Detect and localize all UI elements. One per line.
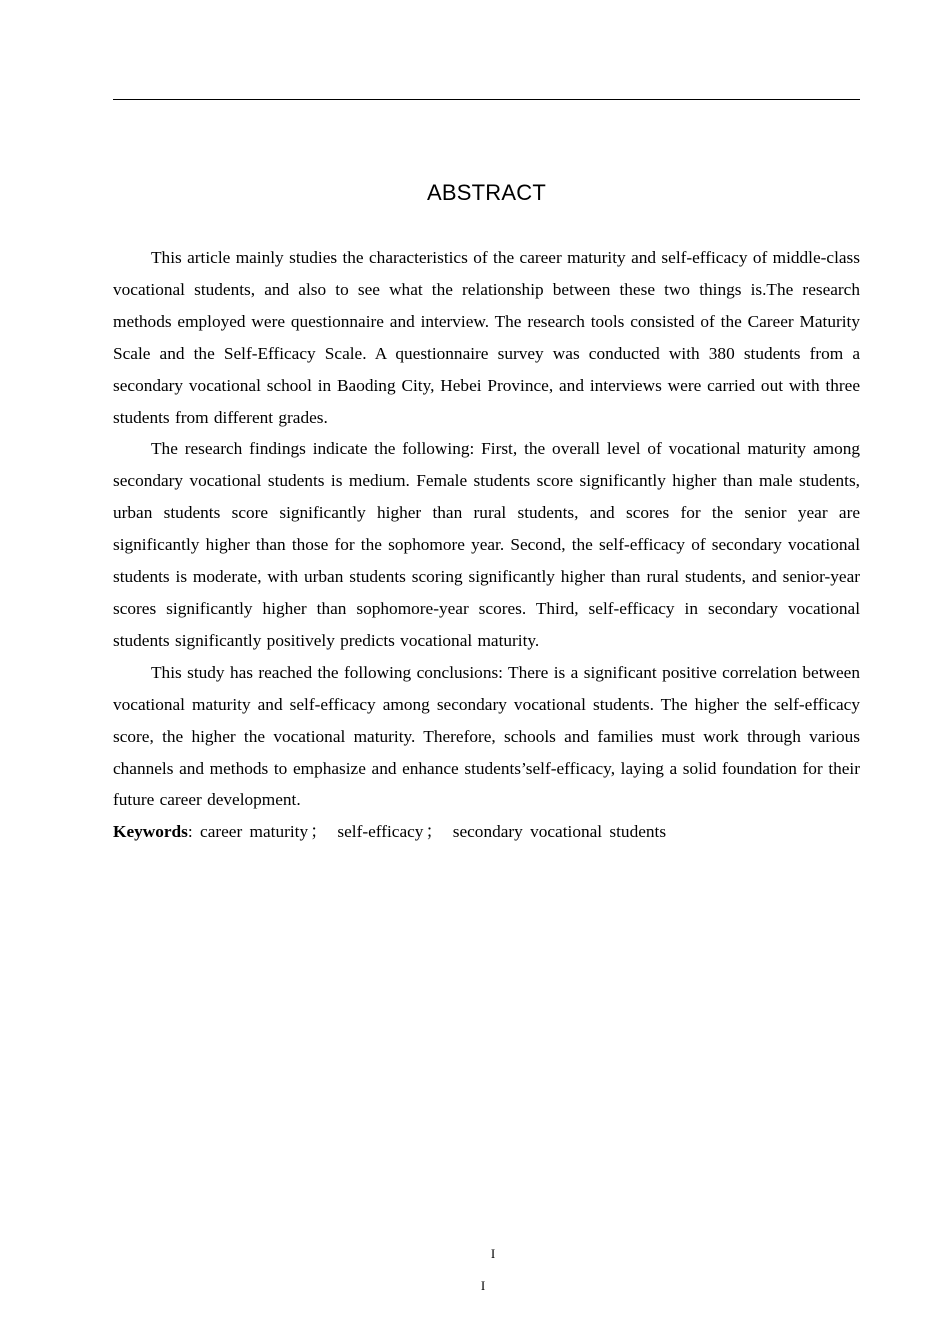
abstract-paragraph-3: This study has reached the following conclusions: There is a significant positive correlation between vocational maturity and self-efficacy among secondary vocational students. The higher the self-efficacy score, the higher the vocational maturity. Therefore, schools and families must work through various channels and methods to emphasize and enhance students’self-efficacy, laying a solid foundation for their future career development. xyxy=(113,662,860,810)
keywords-label: Keywords xyxy=(113,822,188,842)
keyword-2: self-efficacy xyxy=(337,822,424,842)
keywords-colon: : xyxy=(187,822,193,842)
keyword-1: career maturity xyxy=(200,822,309,842)
page-number-1: I xyxy=(490,1246,496,1261)
abstract-title: ABSTRACT xyxy=(427,180,546,205)
keyword-separator-1: ； xyxy=(310,822,328,842)
page-number-2: I xyxy=(480,1278,486,1293)
abstract-paragraph-1: This article mainly studies the characteristics of the career maturity and self-efficacy of middle-class vocational students, and also to see what the relationship between these two things is.The research methods employed were questionnaire and interview. The research tools consisted of the Career Maturity Scale and the Self-Efficacy Scale. A questionnaire survey was conducted with 380 students from a secondary vocational school in Baoding City, Hebei Province, and interviews were carried out with three students from different grades. xyxy=(113,248,860,427)
keyword-3: secondary vocational students xyxy=(452,822,667,842)
abstract-paragraph-2: The research findings indicate the following: First, the overall level of vocational maturity among secondary vocational students is medium. Female students score significantly higher than male students, urban students score significantly higher than rural students, and scores for the senior year are significantly higher than those for the sophomore year. Second, the self-efficacy of secondary vocational students is moderate, with urban students scoring significantly higher than rural students, and senior-year scores significantly higher than sophomore-year scores. Third, self-efficacy in secondary vocational students significantly positively predicts vocational maturity. xyxy=(113,439,860,650)
header-rule xyxy=(113,99,860,100)
abstract-body xyxy=(113,242,860,848)
keywords-line xyxy=(113,816,860,848)
keyword-separator-2: ； xyxy=(425,822,443,842)
